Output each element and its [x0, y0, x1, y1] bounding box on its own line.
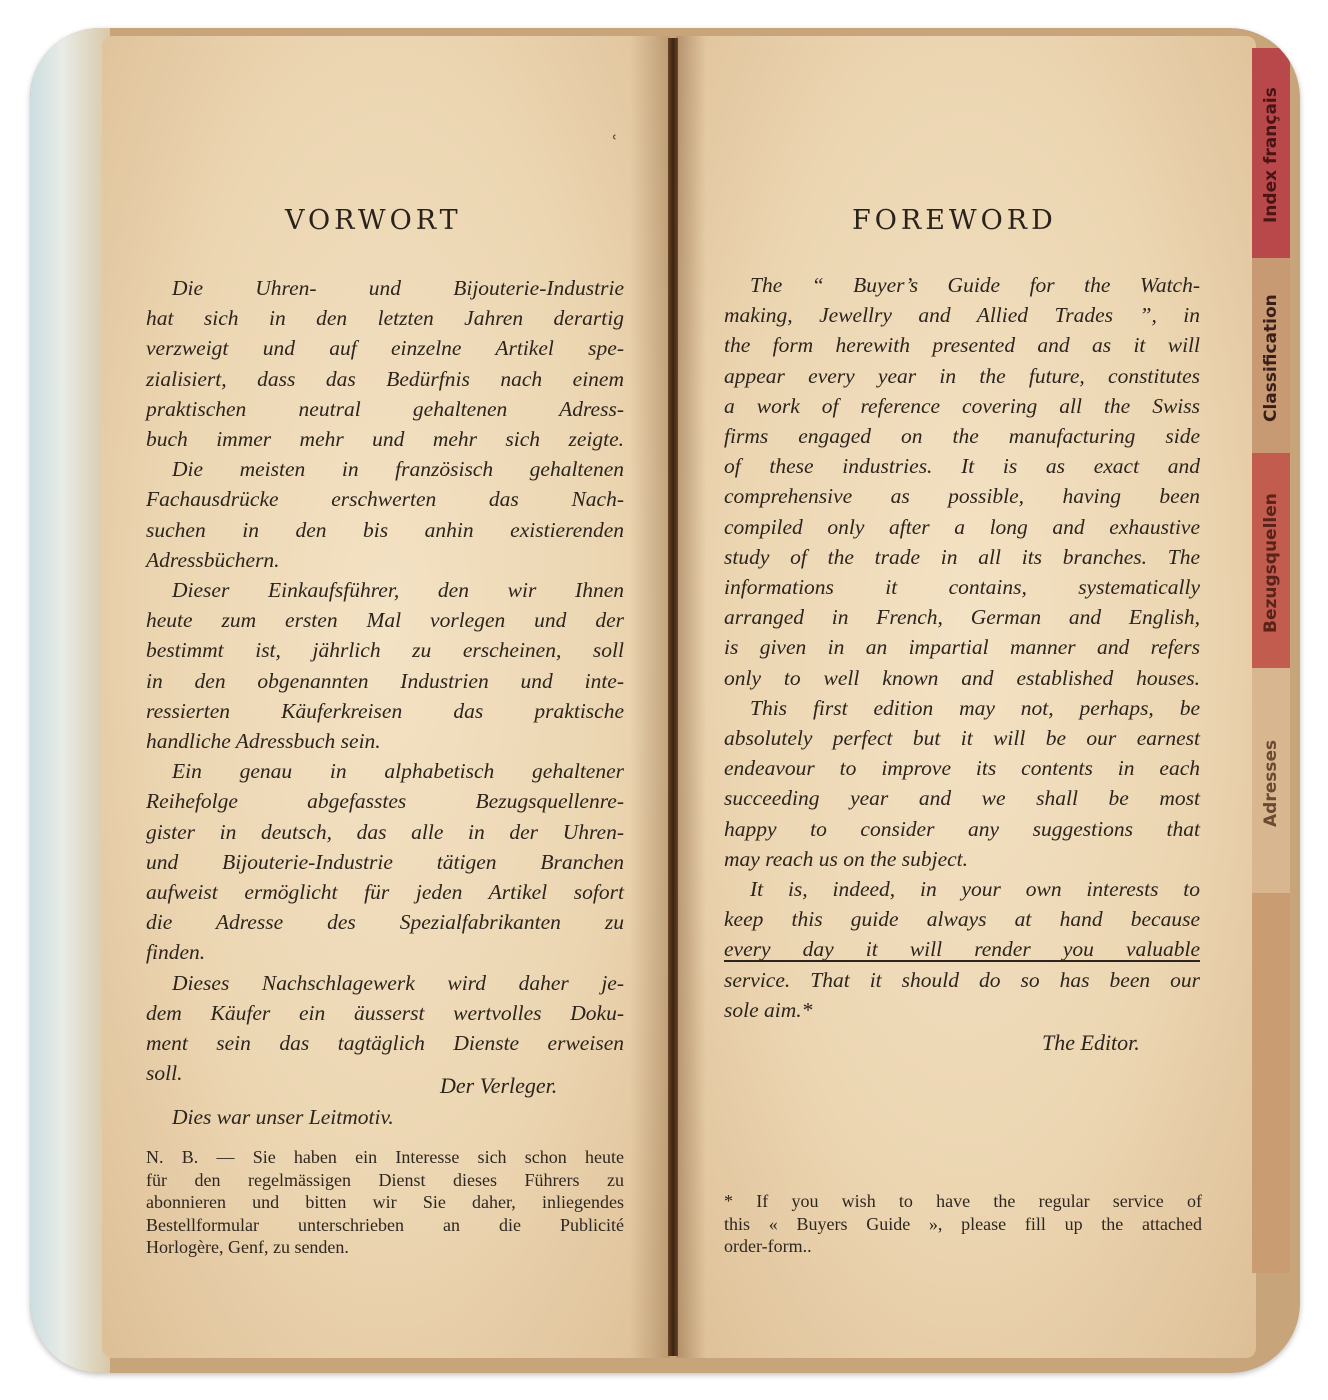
text-line: endeavour to improve its contents in each	[724, 756, 1200, 781]
text-line: of these industries. It is as exact and	[724, 454, 1200, 479]
index-tab-blank[interactable]	[1252, 893, 1290, 1273]
text-line: arranged in French, German and English,	[724, 605, 1200, 630]
text-line: verzweigt und auf einzelne Artikel spe-	[146, 336, 624, 361]
text-line: die Adresse des Spezialfabrikanten zu	[146, 910, 624, 935]
book-gutter	[668, 38, 678, 1356]
right-page-signature: The Editor.	[1042, 1030, 1140, 1055]
text-line: appear every year in the future, constitutes	[724, 363, 1200, 388]
text-line: making, Jewellry and Allied Trades ”, in	[724, 303, 1200, 328]
text-line: sole aim.*	[724, 997, 813, 1022]
footnote-line: Bestellformular unterschrieben an die Publicité	[146, 1214, 624, 1235]
text-line: heute zum ersten Mal vorlegen und der	[146, 608, 624, 633]
text-line: soll.	[146, 1061, 183, 1086]
text-line: This first edition may not, perhaps, be	[750, 695, 1200, 720]
text-line: Fachausdrücke erschwerten das Nach-	[146, 487, 624, 512]
footnote-line: * If you wish to have the regular service of	[724, 1191, 1202, 1211]
text-line: gister in deutsch, das alle in der Uhren-	[146, 819, 624, 844]
text-line: Dieses Nachschlagewerk wird daher je-	[172, 970, 624, 995]
text-line: Die meisten in französisch gehaltenen	[172, 457, 624, 482]
text-line: Die Uhren- und Bijouterie-Industrie	[172, 276, 624, 300]
text-line: absolutely perfect but it will be our earnest	[724, 726, 1200, 751]
pencil-mark: ˓	[612, 128, 618, 149]
index-tab-francais[interactable]: Index français	[1252, 48, 1290, 263]
text-line: the form herewith presented and as it will	[724, 333, 1200, 358]
text-line: a work of reference covering all the Swiss	[724, 393, 1200, 418]
text-line: Adressbüchern.	[146, 547, 280, 572]
index-tab-bezugsquellen[interactable]: Bezugsquellen	[1252, 453, 1290, 673]
text-line: praktischen neutral gehaltenen Adress-	[146, 396, 624, 421]
text-line: every day it will render you valuable	[724, 937, 1200, 962]
text-line: buch immer mehr und mehr sich zeigte.	[146, 427, 624, 452]
footnote-line: order-form..	[724, 1236, 812, 1256]
left-page-heading: VORWORT	[285, 205, 462, 236]
text-line: happy to consider any suggestions that	[724, 816, 1200, 841]
footnote-line: this « Buyers Guide », please fill up the attached	[724, 1213, 1202, 1234]
text-line: comprehensive as possible, having been	[724, 484, 1200, 509]
text-line: study of the trade in all its branches. The	[724, 544, 1200, 569]
footnote-line: Horlogère, Genf, zu senden.	[146, 1237, 349, 1257]
text-line: The “ Buyer’s Guide for the Watch-	[750, 273, 1200, 297]
text-line: ressierten Käuferkreisen das praktische	[146, 698, 624, 723]
index-tab-adresses[interactable]: Adresses	[1252, 668, 1290, 898]
text-line: aufweist ermöglicht für jeden Artikel sofort	[146, 880, 624, 905]
text-line: handliche Adressbuch sein.	[146, 729, 381, 754]
index-tab-classification[interactable]: Classification	[1252, 258, 1290, 458]
text-line: may reach us on the subject.	[724, 846, 969, 871]
text-line: compiled only after a long and exhaustive	[724, 514, 1200, 539]
text-line: ment sein das tagtäglich Dienste erweisen	[146, 1031, 624, 1056]
text-line: dem Käufer ein äusserst wertvolles Doku-	[146, 1000, 624, 1025]
text-line: Reihefolge abgefasstes Bezugsquellenre-	[146, 789, 624, 814]
text-line: und Bijouterie-Industrie tätigen Branchen	[146, 849, 624, 874]
book-edge	[30, 28, 110, 1373]
text-line: bestimmt ist, jährlich zu erscheinen, soll	[146, 638, 624, 663]
right-page-footnote	[724, 1190, 1202, 1258]
text-line: finden.	[146, 940, 206, 965]
left-page-signature: Der Verleger.	[440, 1073, 558, 1098]
text-line: in den obgenannten Industrien und inte-	[146, 668, 624, 693]
left-page-footnote	[146, 1146, 624, 1259]
text-line: hat sich in den letzten Jahren derartig	[146, 306, 624, 331]
footnote-line: abonnieren und bitten wir Sie daher, inliegendes	[146, 1192, 624, 1212]
text-line: Ein genau in alphabetisch gehaltener	[172, 759, 624, 784]
right-page-heading: FOREWORD	[852, 205, 1057, 236]
text-line: is given in an impartial manner and refers	[724, 635, 1200, 660]
text-line: suchen in den bis anhin existierenden	[146, 517, 624, 542]
footnote-line: N. B. — Sie haben ein Interesse sich schon heute	[146, 1147, 624, 1167]
footnote-line: für den regelmässigen Dienst dieses Führers zu	[146, 1169, 624, 1190]
text-line: keep this guide always at hand because	[724, 907, 1200, 932]
text-line: firms engaged on the manufacturing side	[724, 424, 1200, 449]
text-line: only to well known and established houses.	[724, 665, 1200, 690]
text-line: service. That it should do so has been our	[724, 967, 1200, 992]
text-line: succeeding year and we shall be most	[724, 786, 1200, 811]
text-line: It is, indeed, in your own interests to	[750, 877, 1200, 902]
right-page-body	[724, 270, 1200, 1025]
text-line: zialisiert, dass das Bedürfnis nach einem	[146, 366, 624, 391]
text-line: Dieser Einkaufsführer, den wir Ihnen	[172, 578, 624, 603]
left-page-body	[146, 273, 624, 1133]
text-line: Dies war unser Leitmotiv.	[172, 1105, 394, 1130]
text-line: informations it contains, systematically	[724, 575, 1200, 600]
